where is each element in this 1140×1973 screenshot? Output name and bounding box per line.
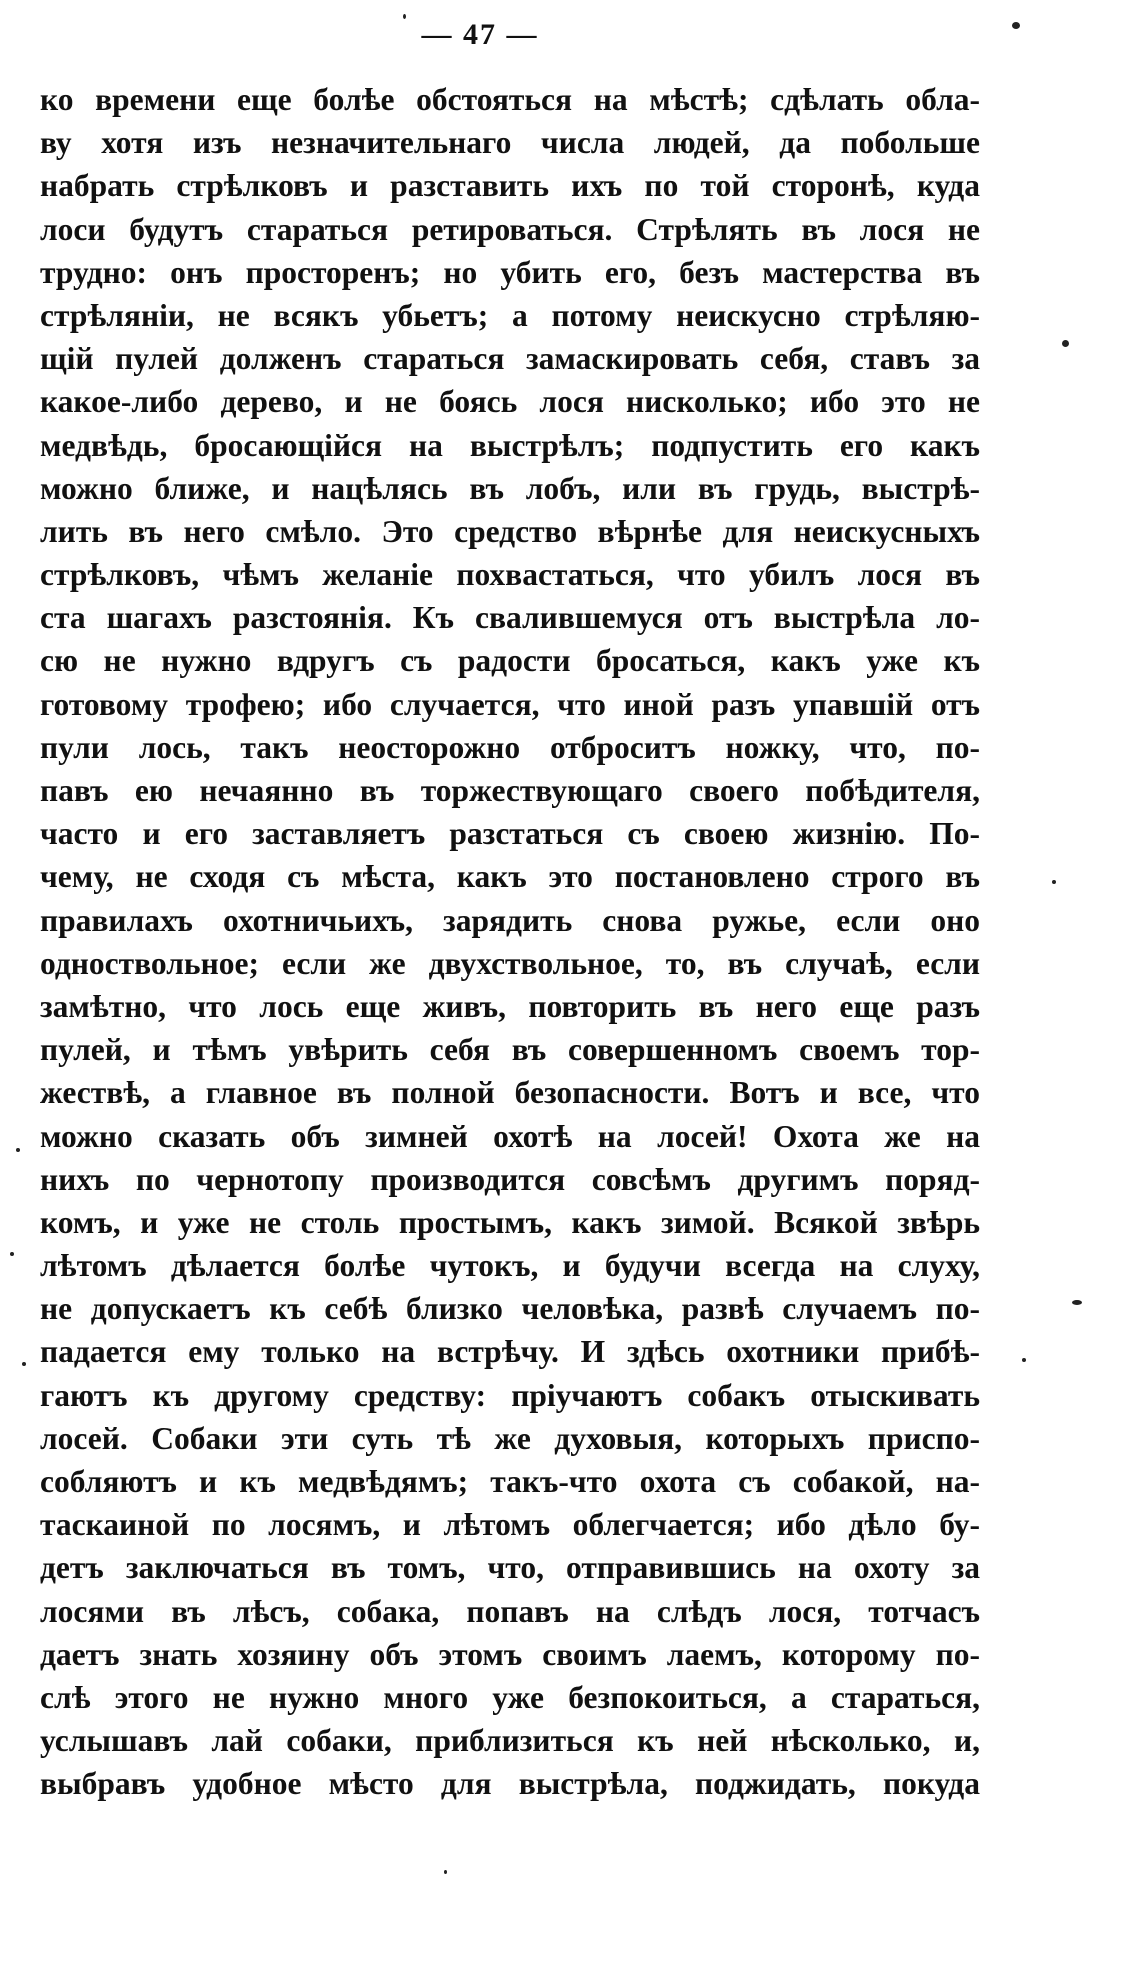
text-line: таскаиной по лосямъ, и лѣтомъ облегчается; ибо дѣло бу-: [40, 1507, 980, 1543]
text-line: можно сказать объ зимней охотѣ на лосей! Охота же на: [40, 1118, 980, 1154]
text-line: ста шагахъ разстоянiя. Къ свалившемуся отъ выстрѣла ло-: [40, 600, 980, 636]
text-line: сю не нужно вдругъ съ радости бросаться, какъ уже къ: [40, 643, 980, 679]
text-line: пули лось, такъ неосторожно отброситъ ножку, что, по-: [40, 729, 980, 765]
text-line: какое-либо дерево, и не боясь лося нисколько; ибо это не: [40, 384, 980, 420]
text-line: правилахъ охотничьихъ, зарядить снова ружье, если оно: [40, 902, 980, 938]
text-line: замѣтно, что лось еще живъ, повторить въ него еще разъ: [40, 988, 980, 1024]
text-line: лоси будутъ стараться ретироваться. Стрѣлять въ лося не: [40, 211, 980, 247]
text-line: медвѣдь, бросающiйся на выстрѣлъ; подпустить его какъ: [40, 427, 980, 463]
text-line: выбравъ удобное мѣсто для выстрѣла, поджидать, покуда: [40, 1766, 980, 1802]
scan-speck: [403, 14, 406, 19]
scan-speck: [1072, 1300, 1082, 1305]
text-line: лосями въ лѣсъ, собака, попавъ на слѣдъ лося, тотчасъ: [40, 1593, 980, 1629]
text-line: не допускаетъ къ себѣ близко человѣка, развѣ случаемъ по-: [40, 1291, 980, 1327]
scan-speck: [1012, 22, 1020, 29]
text-line: павъ ею нечаянно въ торжествующаго своего побѣдителя,: [40, 773, 980, 808]
scan-speck: [1062, 340, 1069, 347]
text-line: одноствольное; если же двухствольное, то, въ случаѣ, если: [40, 945, 980, 981]
text-line: лосей. Собаки эти суть тѣ же духовыя, которыхъ приспо-: [40, 1420, 980, 1456]
scan-speck: [16, 1148, 20, 1152]
text-line: собляютъ и къ медвѣдямъ; такъ-что охота съ собакой, на-: [40, 1464, 980, 1499]
text-line: услышавъ лай собаки, приблизиться къ ней нѣсколько, и,: [40, 1723, 980, 1759]
text-line: чему, не сходя съ мѣста, какъ это постановлено строго въ: [40, 859, 980, 895]
text-line: нихъ по чернотопу производится совсѣмъ другимъ поряд-: [40, 1161, 980, 1197]
scan-speck: [444, 1870, 447, 1874]
text-line: часто и его заставляетъ разстаться съ своею жизнiю. По-: [40, 816, 980, 852]
text-line: комъ, и уже не столь простымъ, какъ зимой. Всякой звѣрь: [40, 1204, 980, 1240]
text-line: ко времени еще болѣе обстояться на мѣстѣ; сдѣлать обла-: [40, 82, 980, 117]
text-line: ву хотя изъ незначительнаго числа людей, да побольше: [40, 125, 980, 161]
text-line: щiй пулей долженъ стараться замаскировать себя, ставъ за: [40, 341, 980, 377]
text-line: детъ заключаться въ томъ, что, отправившись на охоту за: [40, 1550, 980, 1586]
text-line: готовому трофею; ибо случается, что иной разъ упавшiй отъ: [40, 686, 980, 722]
text-line: гаютъ къ другому средству: прiучаютъ собакъ отыскивать: [40, 1377, 980, 1413]
text-line: лѣтомъ дѣлается болѣе чутокъ, и будучи всегда на слуху,: [40, 1248, 980, 1284]
text-line: слѣ этого не нужно много уже безпокоиться, а стараться,: [40, 1679, 980, 1715]
text-line: жествѣ, а главное въ полной безопасности. Вотъ и все, что: [40, 1075, 980, 1111]
text-line: пулей, и тѣмъ увѣрить себя въ совершенномъ своемъ тор-: [40, 1032, 980, 1068]
scan-speck: [1052, 880, 1056, 884]
scan-speck: [22, 1362, 26, 1366]
text-line: падается ему только на встрѣчу. И здѣсь охотники прибѣ-: [40, 1334, 980, 1370]
text-line: набрать стрѣлковъ и разставить ихъ по той сторонѣ, куда: [40, 168, 980, 204]
scan-speck: [10, 1252, 14, 1256]
body-text: [40, 78, 980, 1806]
scan-speck: [1022, 1358, 1026, 1362]
text-line: трудно: онъ просторенъ; но убить его, безъ мастерства въ: [40, 254, 980, 290]
text-line: стрѣлянiи, не всякъ убьетъ; а потому неискусно стрѣляю-: [40, 297, 980, 333]
text-line: лить въ него смѣло. Это средство вѣрнѣе для неискусныхъ: [40, 513, 980, 549]
page-number: — 47 —: [421, 18, 539, 51]
text-line: даетъ знать хозяину объ этомъ своимъ лаемъ, которому по-: [40, 1636, 980, 1672]
text-line: стрѣлковъ, чѣмъ желанiе похвастаться, что убилъ лося въ: [40, 557, 980, 593]
text-line: можно ближе, и нацѣлясь въ лобъ, или въ грудь, выстрѣ-: [40, 470, 980, 506]
